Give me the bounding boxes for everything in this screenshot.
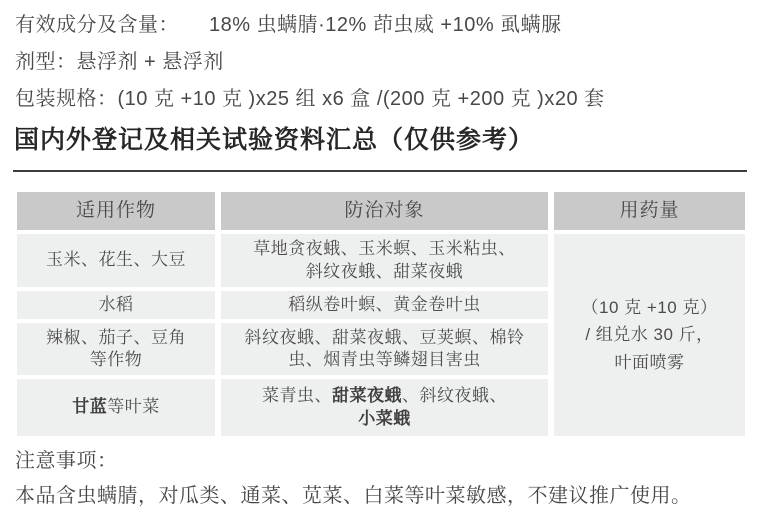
dosage-line2: / 组兑水 30 斤， bbox=[585, 325, 714, 345]
pest-row4-seg1: 菜青虫、 bbox=[262, 386, 332, 406]
pest-cell-row4 bbox=[221, 379, 548, 436]
ingredients-label: 有效成分及含量： bbox=[15, 14, 179, 36]
ingredients-value: 18% 虫螨腈·12% 茚虫威 +10% 虱螨脲 bbox=[209, 14, 562, 36]
formulation-line: 剂型：悬浮剂 + 悬浮剂 bbox=[15, 51, 224, 73]
table-header-pest: 防治对象 bbox=[221, 192, 548, 230]
dosage-line1: （10 克 +10 克） bbox=[581, 298, 718, 318]
registration-table bbox=[17, 192, 745, 436]
pest-cell-row3 bbox=[221, 323, 548, 375]
notes-body: 本品含虫螨腈，对瓜类、通菜、苋菜、白菜等叶菜敏感，不建议推广使用。 bbox=[15, 485, 692, 507]
table-header-crop: 适用作物 bbox=[17, 192, 215, 230]
ingredients-line bbox=[15, 13, 746, 37]
section-heading: 国内外登记及相关试验资料汇总（仅供参考） bbox=[14, 126, 535, 154]
pest-row3-line1: 斜纹夜蛾、甜菜夜蛾、豆荚螟、棉铃 bbox=[244, 327, 525, 347]
crop-row4-bold: 甘蓝 bbox=[72, 397, 108, 417]
crop-cell-row3 bbox=[17, 323, 215, 375]
pest-row1-line2: 斜纹夜蛾、甜菜夜蛾 bbox=[305, 261, 464, 281]
crop-row4-rest: 等叶菜 bbox=[107, 397, 160, 417]
crop-row3-line2: 等作物 bbox=[89, 350, 143, 369]
crop-row4-text bbox=[72, 396, 160, 418]
pest-row4-line2: 小菜蛾 bbox=[358, 408, 411, 428]
pest-row4-seg2: 甜菜夜蛾 bbox=[332, 386, 402, 406]
pest-row3-line2: 虫、烟青虫等鳞翅目害虫 bbox=[288, 350, 481, 369]
pest-cell-row2: 稻纵卷叶螟、黄金卷叶虫 bbox=[221, 291, 548, 319]
crop-cell-row4 bbox=[17, 379, 215, 436]
heading-divider bbox=[13, 170, 747, 172]
product-info-block bbox=[0, 0, 761, 111]
notes-title: 注意事项： bbox=[15, 450, 118, 472]
crop-cell-row2: 水稻 bbox=[17, 291, 215, 319]
notes-block bbox=[15, 449, 746, 508]
dosage-cell bbox=[554, 234, 745, 436]
packaging-line: 包装规格：(10 克 +10 克 )x25 组 x6 盒 /(200 克 +200 克 )x20 套 bbox=[15, 88, 605, 110]
table-header-dosage: 用药量 bbox=[554, 192, 745, 230]
pest-row1-line1: 草地贪夜蛾、玉米螟、玉米粘虫、 bbox=[253, 239, 516, 259]
pest-cell-row1 bbox=[221, 234, 548, 287]
pest-row4-seg3: 、斜纹夜蛾、 bbox=[402, 386, 507, 406]
pest-row4-line1 bbox=[262, 385, 507, 407]
crop-cell-row1: 玉米、花生、大豆 bbox=[17, 234, 215, 287]
dosage-line3: 叶面喷雾 bbox=[614, 352, 685, 372]
crop-row3-line1: 辣椒、茄子、豆角 bbox=[46, 327, 186, 347]
